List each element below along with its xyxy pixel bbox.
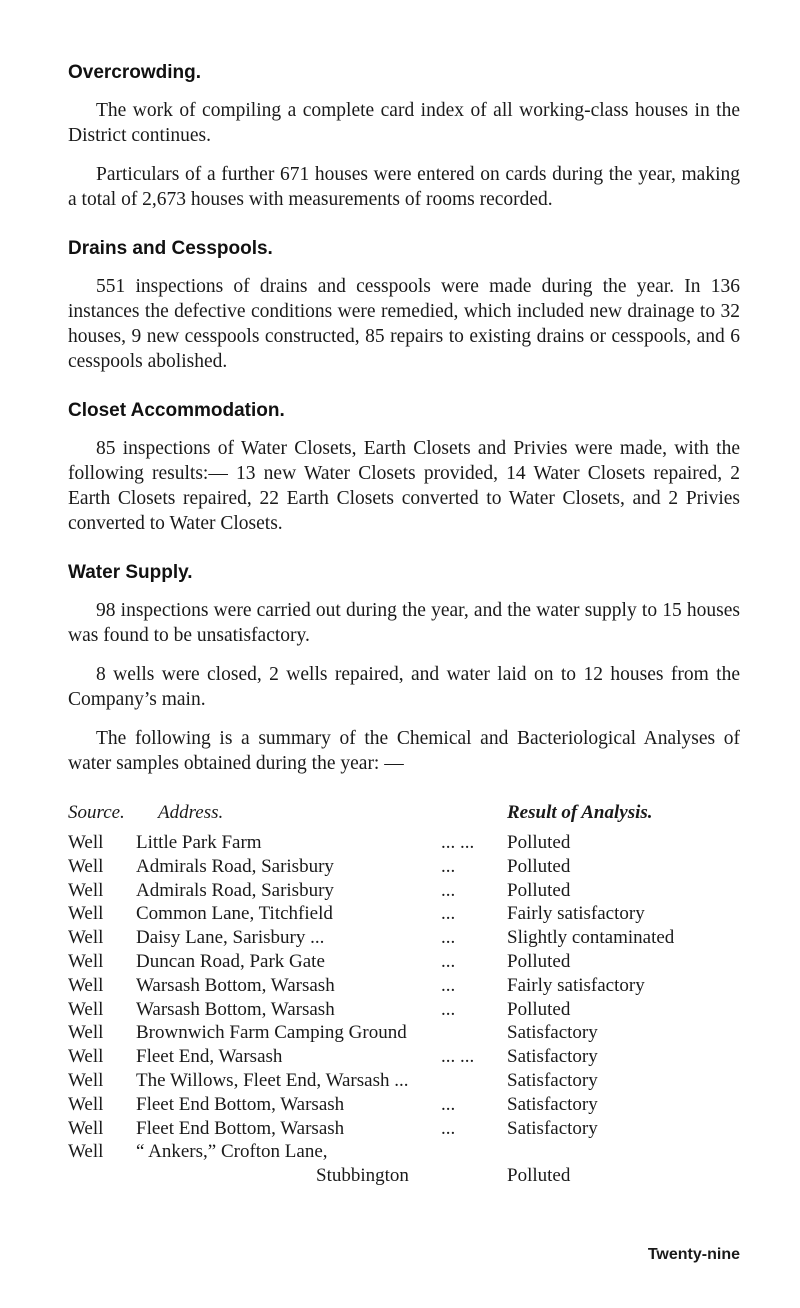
cell-address-continued: Stubbington <box>316 1165 409 1187</box>
cell-leader-dots: ... <box>441 974 456 996</box>
cell-leader-dots: ... <box>441 903 456 925</box>
document-page <box>68 62 740 1189</box>
cell-source: Well <box>68 1093 104 1115</box>
section-overcrowding <box>68 62 740 212</box>
cell-source: Well <box>68 903 104 925</box>
table-body <box>68 832 740 1141</box>
table-row <box>68 1046 740 1070</box>
table-row <box>68 832 740 856</box>
cell-leader-dots: ... <box>441 879 456 901</box>
table-row <box>68 1070 740 1094</box>
cell-address: Fleet End Bottom, Warsash <box>136 1117 345 1139</box>
cell-source: Well <box>68 855 104 877</box>
paragraph: The following is a summary of the Chemical and Bacteriological Analyses of water samples obtained during the year: — <box>68 728 740 774</box>
cell-source: Well <box>68 1022 104 1044</box>
paragraph: 98 inspections were carried out during the year, and the water supply to 15 houses was found to be unsatisfactory. <box>68 600 740 646</box>
header-address: Address. <box>158 802 224 823</box>
cell-result: Polluted <box>507 855 571 877</box>
table-row <box>68 975 740 999</box>
cell-leader-dots: ... ... <box>441 832 475 853</box>
cell-address: Warsash Bottom, Warsash <box>136 974 335 996</box>
table-header <box>68 802 740 832</box>
paragraph: 85 inspections of Water Closets, Earth Closets and Privies were made, with the following results:— 13 new Water Closets provided, 14 Water Closets repaired, 2 Earth Closets repaired, 22 Earth Closets converted to Water Closets, and 2 Privies converted to Water Closets. <box>68 438 740 534</box>
section-heading: Water Supply. <box>68 562 193 583</box>
cell-source: Well <box>68 832 104 853</box>
cell-address: Daisy Lane, Sarisbury ... <box>136 927 325 949</box>
table-row <box>68 856 740 880</box>
table-row <box>68 999 740 1023</box>
paragraph: The work of compiling a complete card index of all working-class houses in the District continues. <box>68 100 740 146</box>
cell-result: Fairly satisfactory <box>507 903 645 925</box>
section-closets <box>68 400 740 536</box>
table-row <box>68 1022 740 1046</box>
cell-leader-dots: ... <box>441 1093 456 1115</box>
table-row <box>68 951 740 975</box>
section-heading: Closet Accommodation. <box>68 400 285 421</box>
cell-source: Well <box>68 879 104 901</box>
cell-result: Polluted <box>507 950 571 972</box>
cell-source: Well <box>68 1117 104 1139</box>
cell-address: Admirals Road, Sarisbury <box>136 879 334 901</box>
section-drains <box>68 238 740 374</box>
cell-address: Brownwich Farm Camping Ground <box>136 1022 407 1044</box>
cell-leader-dots: ... <box>441 855 456 877</box>
cell-address: Duncan Road, Park Gate <box>136 950 325 972</box>
cell-source: Well <box>68 1069 104 1091</box>
cell-result: Polluted <box>507 879 571 901</box>
table-row <box>68 927 740 951</box>
cell-address: The Willows, Fleet End, Warsash ... <box>136 1069 409 1091</box>
cell-leader-dots: ... <box>441 927 456 949</box>
cell-address: Warsash Bottom, Warsash <box>136 998 335 1020</box>
cell-result: Satisfactory <box>507 1117 598 1139</box>
cell-address: Fleet End Bottom, Warsash <box>136 1093 345 1115</box>
cell-source: Well <box>68 950 104 972</box>
cell-source: Well <box>68 998 104 1020</box>
cell-result: Satisfactory <box>507 1046 598 1068</box>
cell-address: “ Ankers,” Crofton Lane, <box>136 1141 328 1163</box>
section-water-supply <box>68 562 740 776</box>
cell-result: Satisfactory <box>507 1022 598 1044</box>
cell-leader-dots: ... <box>441 950 456 972</box>
page-footer: Twenty-nine <box>647 1246 740 1263</box>
cell-result: Polluted <box>507 832 571 853</box>
cell-source: Well <box>68 974 104 996</box>
paragraph: Particulars of a further 671 houses were entered on cards during the year, making a total of 2,673 houses with measurements of rooms recorded. <box>68 164 740 210</box>
paragraph: 551 inspections of drains and cesspools were made during the year. In 136 instances the defective conditions were remedied, which included new drainage to 32 houses, 9 new cesspools constructed, 85 repairs to existing drains or cesspools, and 6 cesspools abolished. <box>68 276 740 372</box>
section-heading: Drains and Cesspools. <box>68 238 273 259</box>
table-row <box>68 1094 740 1118</box>
cell-leader-dots: ... <box>441 1117 456 1139</box>
cell-address: Fleet End, Warsash <box>136 1046 283 1068</box>
cell-address: Common Lane, Titchfield <box>136 903 333 925</box>
section-heading: Overcrowding. <box>68 62 202 83</box>
cell-address: Little Park Farm <box>136 832 262 853</box>
table-row <box>68 880 740 904</box>
cell-source: Well <box>68 927 104 949</box>
paragraph: 8 wells were closed, 2 wells repaired, and water laid on to 12 houses from the Company’s main. <box>68 664 740 710</box>
cell-leader-dots: ... ... <box>441 1046 475 1068</box>
table-row <box>68 1118 740 1142</box>
header-result: Result of Analysis. <box>507 802 653 823</box>
cell-result: Polluted <box>507 1165 571 1187</box>
header-source: Source. <box>68 802 125 823</box>
cell-address: Admirals Road, Sarisbury <box>136 855 334 877</box>
cell-leader-dots: ... <box>441 998 456 1020</box>
analysis-table <box>68 802 740 1189</box>
cell-result: Polluted <box>507 998 571 1020</box>
cell-result: Fairly satisfactory <box>507 974 645 996</box>
cell-result: Satisfactory <box>507 1093 598 1115</box>
cell-source: Well <box>68 1141 104 1163</box>
cell-result: Satisfactory <box>507 1069 598 1091</box>
table-row <box>68 903 740 927</box>
cell-result: Slightly contaminated <box>507 927 675 949</box>
table-row <box>68 1141 740 1189</box>
cell-source: Well <box>68 1046 104 1068</box>
